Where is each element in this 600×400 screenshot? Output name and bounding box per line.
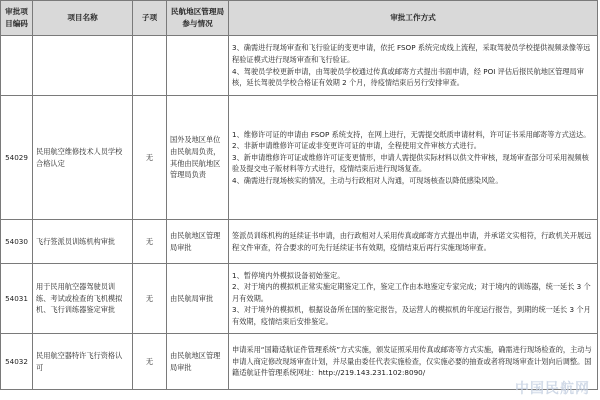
mode-paragraph: 4、驾驶员学校更新申请，由驾驶员学校通过传真或邮寄方式提出书面申请，经 POI 评估后报民航地区管理局审核，延长驾驶员学校合格证有效期 2 个月，待疫情结束后另行安排审查。 — [232, 66, 584, 88]
cell-code: 54031 — [1, 264, 33, 334]
cell-sub: 无 — [133, 334, 167, 390]
mode-paragraph: 3、新申请维修许可证或维修许可证变更情形，申请人需提供实际材料以供文件审核，现场审查部分可采用视频核验及提交电子版材料等方式进行，疫情结束后进行现场复查。 — [232, 152, 589, 174]
table-row — [1, 96, 598, 220]
mode-paragraph: 3、对于境外的模拟机，根据设备所在国的鉴定报告，及运营人的模拟机的年度运行报告，到期的统一延长 3 个月有效期，疫情结束后安排鉴定。 — [232, 305, 591, 326]
header-code: 审批项目编码 — [1, 1, 33, 36]
header-row — [1, 1, 598, 36]
header-name: 项目名称 — [33, 1, 133, 36]
cell-name: 用于民用航空器驾驶员训练、考试或检查的飞机模拟机、飞行训练器鉴定审批 — [33, 264, 133, 334]
cell-sub — [133, 36, 167, 96]
cell-dept: 由民航局审批 — [167, 264, 229, 334]
cell-name: 民用航空维修技术人员学校合格认定 — [33, 96, 133, 220]
cell-name: 飞行签派员训练机构审批 — [33, 220, 133, 264]
mode-paragraph: 4、确需进行现场核实的情况，主动与行政相对人沟通，可现场核查以降低感染风险。 — [232, 175, 503, 185]
cell-dept: 由民航地区管理局审批 — [167, 220, 229, 264]
cell-dept — [167, 36, 229, 96]
mode-paragraph: 2、对于境内的模拟机正常实施定期鉴定工作，鉴定工作由本地鉴定专家完成；对于境内的训练器，统一延长 3 个月有效期。 — [232, 282, 591, 303]
cell-dept: 由民航地区管理局审批 — [167, 334, 229, 390]
cell-mode — [229, 220, 598, 264]
table-body — [1, 36, 598, 390]
mode-paragraph: 申请采用“国籍适航证件管理系统”方式实施，颁发证照采用传真或邮寄等方式实施，确需进行现场检查的，主动与申请人商定修改现场审查计划，并尽量由委任代表实施检查，仅实施必要的抽查或者将现场审查计划向后调整。国籍适航证件管理系统网址：http://219.143.231.102:8090/ — [232, 345, 592, 378]
header-dept: 民航地区管理局参与情况 — [167, 1, 229, 36]
cell-code: 54029 — [1, 96, 33, 220]
watermark-logo: 中国民航网 — [515, 381, 590, 397]
table-row — [1, 334, 598, 390]
mode-paragraph: 2、非新申请维修许可证或非变更许可证的申请，全程使用文件审核方式进行。 — [232, 141, 481, 151]
mode-paragraph: 1、维修许可证的申请由 FSOP 系统支持，在网上进行，无需提交纸质申请材料，许可证书采用邮寄等方式送达。 — [232, 129, 591, 139]
cell-sub: 无 — [133, 264, 167, 334]
cell-sub: 无 — [133, 220, 167, 264]
mode-paragraph: 1、暂停境内外模拟设备初始鉴定。 — [232, 270, 345, 280]
table-row — [1, 220, 598, 264]
cell-dept: 国外及地区单位由民航局负责，其他由民航地区管理局负责 — [167, 96, 229, 220]
cell-name: 民用航空器特许飞行资格认可 — [33, 334, 133, 390]
mode-paragraph: 签派员训练机构的延续证书申请，由行政相对人采用传真或邮寄方式提出申请，并承诺文实相符，行政机关开展远程文件审查，符合要求的可先行延续证书有效期，疫情结束后再行实施现场审查。 — [232, 230, 592, 252]
cell-code — [1, 36, 33, 96]
cell-name — [33, 36, 133, 96]
cell-code: 54032 — [1, 334, 33, 390]
cell-mode — [229, 36, 598, 96]
header-sub: 子项 — [133, 1, 167, 36]
cell-mode — [229, 264, 598, 334]
table-row — [1, 264, 598, 334]
cell-mode — [229, 96, 598, 220]
table-row — [1, 36, 598, 96]
header-mode: 审批工作方式 — [229, 1, 598, 36]
cell-sub: 无 — [133, 96, 167, 220]
cell-code: 54030 — [1, 220, 33, 264]
mode-paragraph: 3、确需进行现场审查和飞行验证的变更申请，依托 FSOP 系统完成线上流程，采取驾驶员学校提供视频录像等远程验证模式进行现场审查和飞行验证。 — [232, 43, 591, 64]
